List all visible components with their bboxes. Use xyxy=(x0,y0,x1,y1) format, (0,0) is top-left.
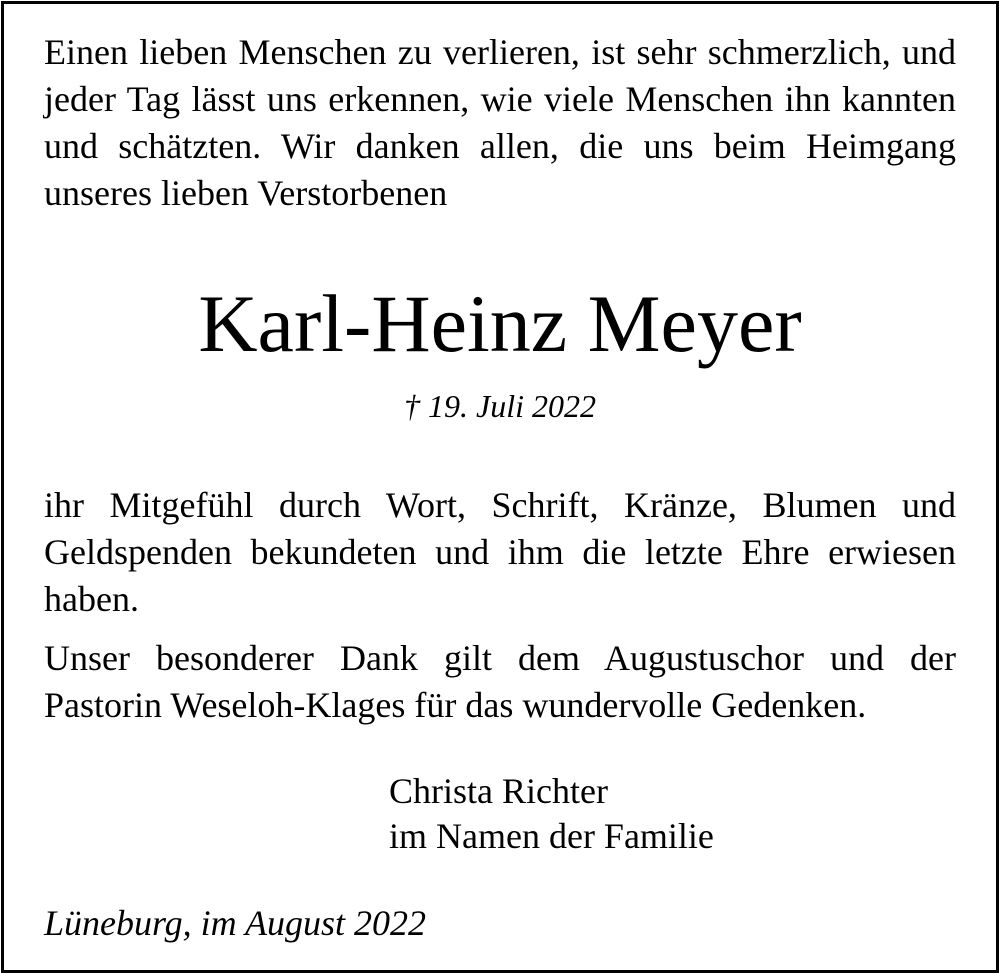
intro-paragraph: Einen lieben Menschen zu verlieren, ist sehr schmerzlich, und jeder Tag lässt uns erkennen, wie viele Menschen ihn kannten und schätzten. Wir danken allen, die uns beim Heimgang unseres lieben Verstorbenen xyxy=(44,32,956,213)
signature-name: Christa Richter xyxy=(389,771,608,811)
signature-line: im Namen der Familie xyxy=(389,816,714,856)
death-date: † 19. Juli 2022 xyxy=(404,388,596,424)
deceased-name: Karl-Heinz Meyer xyxy=(198,278,802,369)
thanks-paragraph: ihr Mitgefühl durch Wort, Schrift, Kränze, Blumen und Geldspenden bekundeten und ihm die letzte Ehre erwiesen haben. xyxy=(44,485,956,619)
special-thanks-paragraph: Unser besonderer Dank gilt dem Augustuschor und der Pastorin Weseloh-Klages für das wundervolle Gedenken. xyxy=(44,638,956,725)
place-date: Lüneburg, im August 2022 xyxy=(44,903,427,943)
